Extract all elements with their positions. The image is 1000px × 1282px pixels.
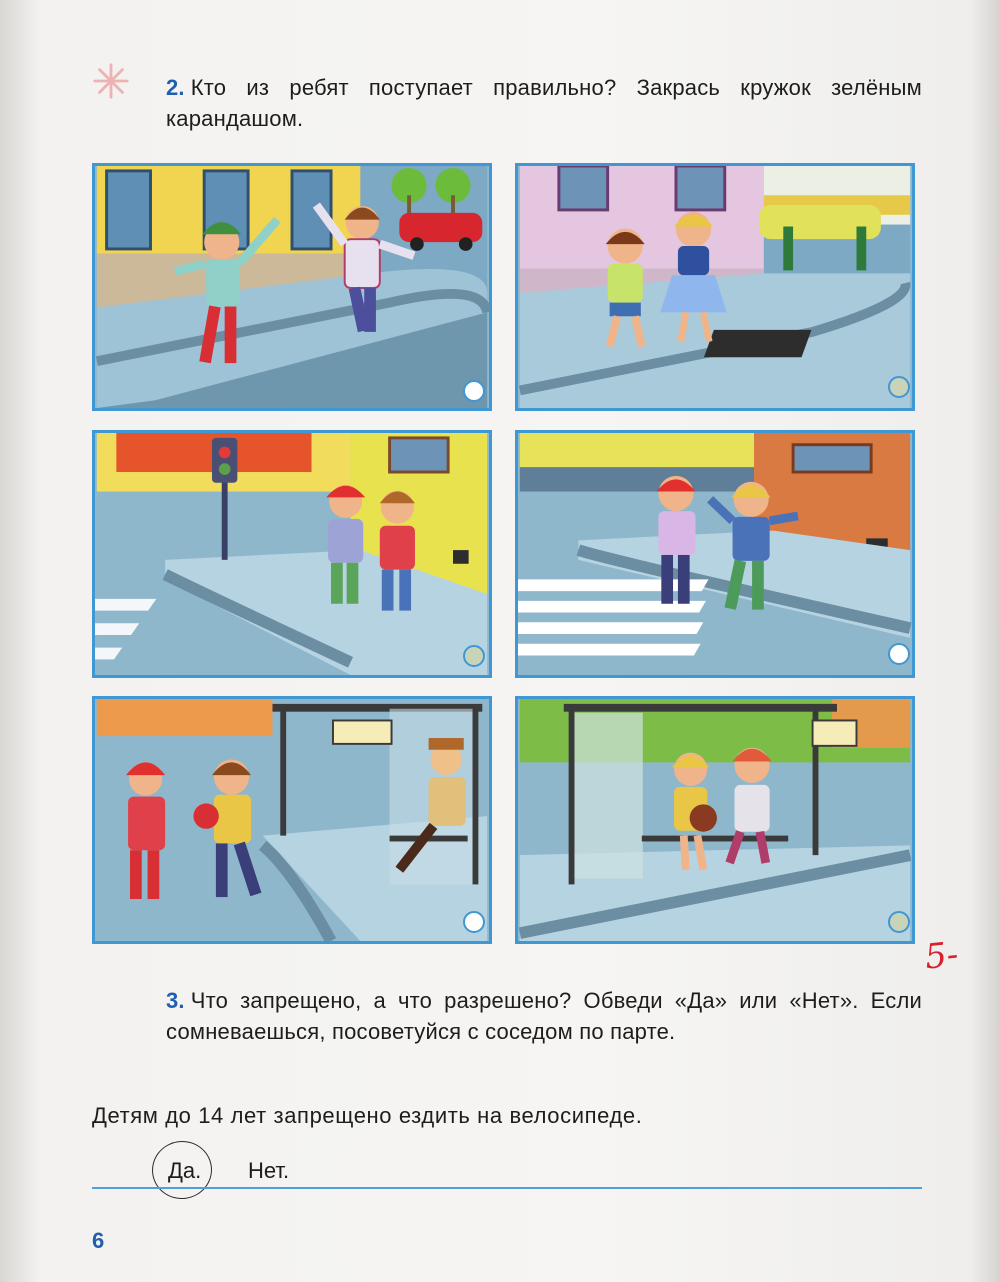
street-illustration xyxy=(95,433,489,675)
statement-text: Детям до 14 лет запрещено ездить на велосипеде. xyxy=(92,1103,643,1128)
answer-circle[interactable] xyxy=(463,911,485,933)
task-3-number: 3. xyxy=(166,988,185,1013)
street-illustration xyxy=(518,166,912,408)
task-2-text: Кто из ребят поступает правильно? Закрась кружок зелёным карандашом. xyxy=(166,75,922,131)
street-illustration xyxy=(95,699,489,941)
picture-boys-playing-on-road-edge xyxy=(92,163,492,411)
grade-mark: 5- xyxy=(923,934,961,978)
picture-girls-walking-on-sidewalk xyxy=(515,163,915,411)
answer-no[interactable]: Нет. xyxy=(248,1158,290,1183)
street-illustration xyxy=(518,433,912,675)
task-3 xyxy=(166,985,922,1047)
street-illustration xyxy=(95,166,489,408)
picture-boys-at-crossing-signal xyxy=(92,430,492,678)
task-2-number: 2. xyxy=(166,75,185,100)
star-icon xyxy=(92,62,130,100)
task-2 xyxy=(166,72,922,134)
answer-circle[interactable] xyxy=(888,643,910,665)
answer-circle-shaded[interactable] xyxy=(463,645,485,667)
answer-yes[interactable]: Да. xyxy=(168,1158,202,1183)
picture-girls-sitting-at-bus-stop xyxy=(515,696,915,944)
picture-boys-on-crosswalk xyxy=(515,430,915,678)
picture-boys-near-bus-stop-on-road xyxy=(92,696,492,944)
answer-circle[interactable] xyxy=(463,380,485,402)
task-3-text: Что запрещено, а что разрешено? Обведи «Да» или «Нет». Если сомневаешься, посоветуйся с соседом по парте. xyxy=(166,988,922,1044)
answer-circle-shaded[interactable] xyxy=(888,911,910,933)
street-illustration xyxy=(518,699,912,941)
divider-line xyxy=(92,1187,922,1189)
page-number: 6 xyxy=(92,1228,105,1253)
answer-circle-shaded[interactable] xyxy=(888,376,910,398)
